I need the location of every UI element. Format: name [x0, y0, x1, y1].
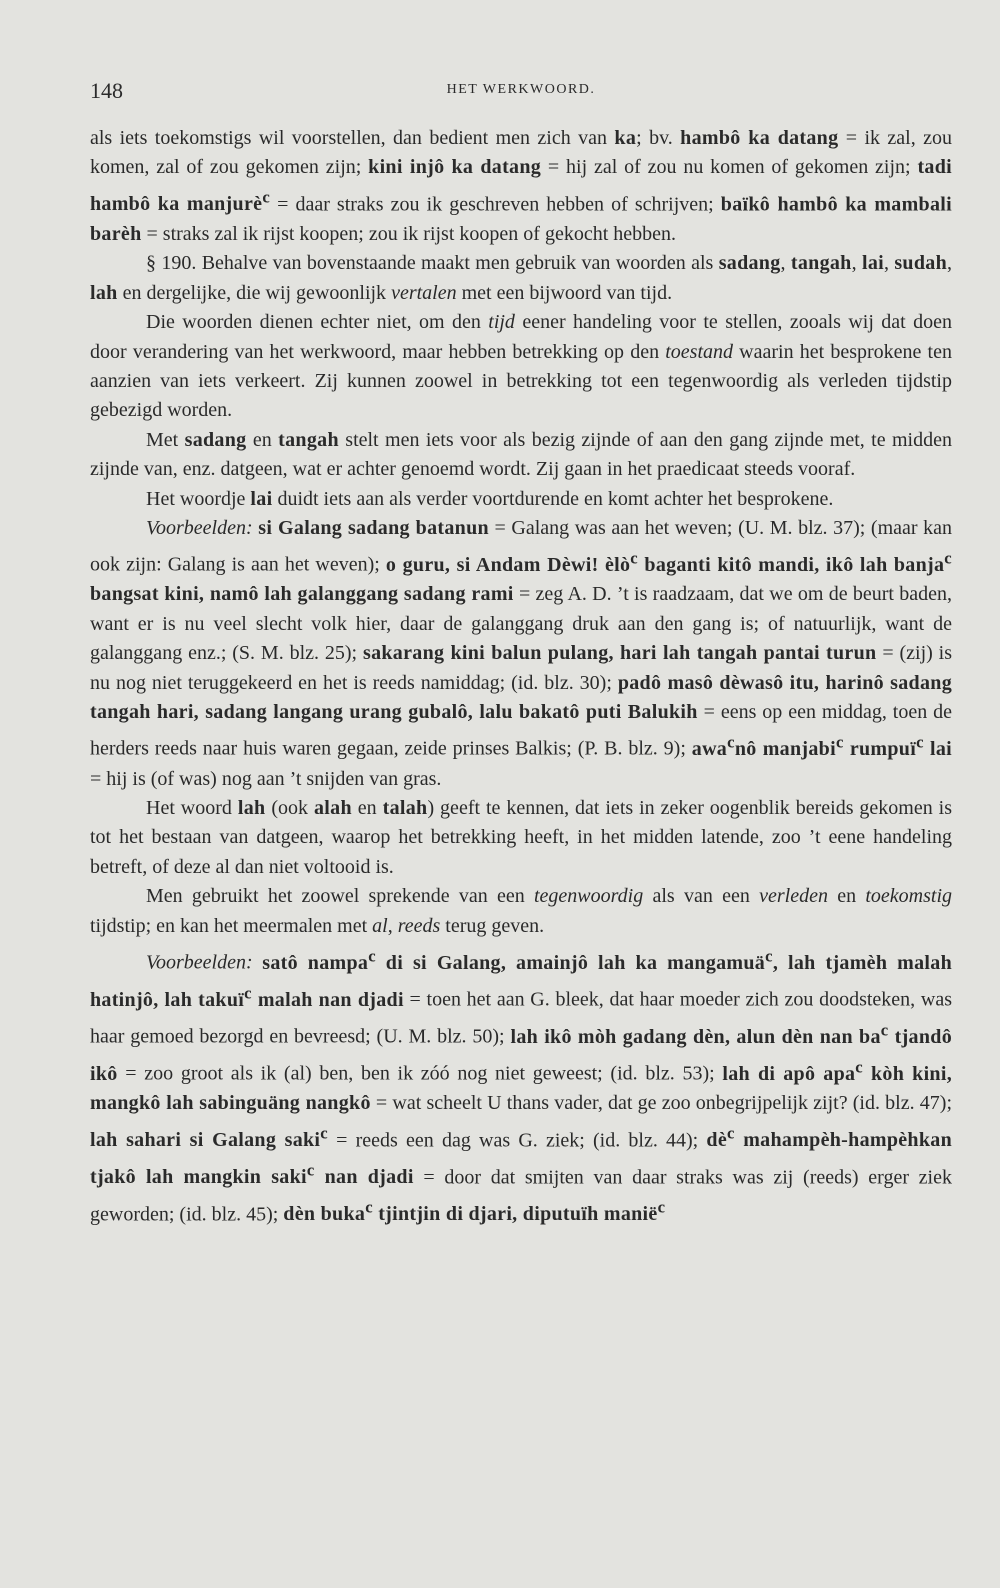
body-text — [90, 124, 952, 1230]
paragraph: als iets toekomstigs wil voorstellen, dan bedient men zich van ka; bv. hambô ka datang = ik zal, zou komen, zal of zou gekomen zijn; kini injô ka datang = hij zal of zou nu komen of gekomen zijn; tadi hambô ka manjurè$^c$ = daar straks zou ik geschreven hebben of schrijven; baïkô hambô ka mambali barèh = straks zal ik rijst koopen; zou ik rijst koopen of gekocht hebben. — [90, 127, 953, 245]
paragraph: Die woorden dienen echter niet, om den tijd eener handeling voor te stellen, zooals wij dat doen door verandering van het werkwoord, maar hebben betrekking op den toestand waarin het besprokene ten aanzien van iets verkeert. Zij kunnen zoowel in betrekking tot een tegenwoordig als verleden tijdstip gebezigd worden. — [90, 311, 952, 422]
paragraph: § 190. Behalve van bovenstaande maakt men gebruik van woorden als sadang, tangah, lai, sudah, lah en dergelijke, die wij gewoonlijk vertalen met een bijwoord van tijd. — [90, 252, 952, 304]
paragraph: Het woord lah (ook alah en talah) geeft te kennen, dat iets in zeker oogenblik bereids gekomen is tot het bestaan van datgeen, waarop het betrekking heeft, in het midden latende, zoo ’t eene handeling betreft, of deze al dan niet voltooid is. — [90, 796, 952, 878]
paragraph: Voorbeelden: satô nampa$^c$ di si Galang, amainjô lah ka mangamuä$^c$, lah tjamèh malah hatinjô, lah takuï$^c$ malah nan djadi = toen het aan G. bleek, dat haar moeder zich zou doodsteken, was haar gemoed bezorgd en bevreesd; (U. M. blz. 50); lah ikô mòh gadang dèn, alun dèn nan $ba^c$ tjandô ikô = zoo groot als ik (al) ben, ben ik zóó nog niet geweest; (id. blz. 53); lah di apô apa$^c$ kòh kini, mangkô lah sabinguäng nangkô = wat scheelt U thans vader, dat ge zoo onbegrijpelijk zijt? (id. blz. 47); lah sahari si Galang saki$^c$ = reeds een dag was G. ziek; (id. blz. 44); $dè^c$ mahampèh-hampèhkan tjakô lah mangkin saki$^c$ nan djadi = door dat smijten van daar straks was zij (reeds) erger ziek geworden; (id. blz. 45); dèn buka$^c$ tjintjin di djari, diputuïh manië$^c$ — [90, 945, 953, 1226]
paragraph: Met sadang en tangah stelt men iets voor als bezig zijnde of aan den gang zijnde met, te midden zijnde van, enz. datgeen, wat er achter genoemd wordt. Zij gaan in het praedicaat steeds vooraf. — [90, 428, 952, 481]
page-header — [90, 70, 952, 106]
paragraph: Het woordje lai duidt iets aan als verder voortdurende en komt achter het besprokene. — [146, 487, 834, 510]
paragraph: Men gebruikt het zoowel sprekende van een tegenwoordig als van een verleden en toekomstig tijdstip; en kan het meermalen met al, reeds terug geven. — [90, 885, 952, 937]
running-head: HET WERKWOORD. — [446, 82, 596, 97]
page-number: 148 — [90, 78, 123, 103]
paragraph: Voorbeelden: si Galang sadang batanun = Galang was aan het weven; (U. M. blz. 37); (maar kan ook zijn: Galang is aan het weven); o guru, si Andam Dèwi! èlò$^c$ baganti kitô mandi, ikô lah banja$^c$ bangsat kini, namô lah galanggang sadang rami = zeg A. D. ’t is raadzaam, dat we om de beurt baden, want er is nu veel slecht volk hier, daar de galanggang druk aan den gang is; of natuurlijk, want de galanggang enz.; (S. M. blz. 25); sakarang kini balun pulang, hari lah tangah pantai turun = (zij) is nu nog niet teruggekeerd en het is reeds namiddag; (id. blz. 30); padô masô dèwasô itu, harinô sadang tangah hari, sadang langang urang gubalô, lalu bakatô puti Balukih = eens op een middag, toen de herders reeds naar huis waren gegaan, zeide prinses Balkis; (P. B. blz. 9); awa$^c$nô manjabi$^c$ rumpuï$^c$ lai = hij is (of was) nog aan ’t snijden van gras. — [90, 516, 953, 790]
